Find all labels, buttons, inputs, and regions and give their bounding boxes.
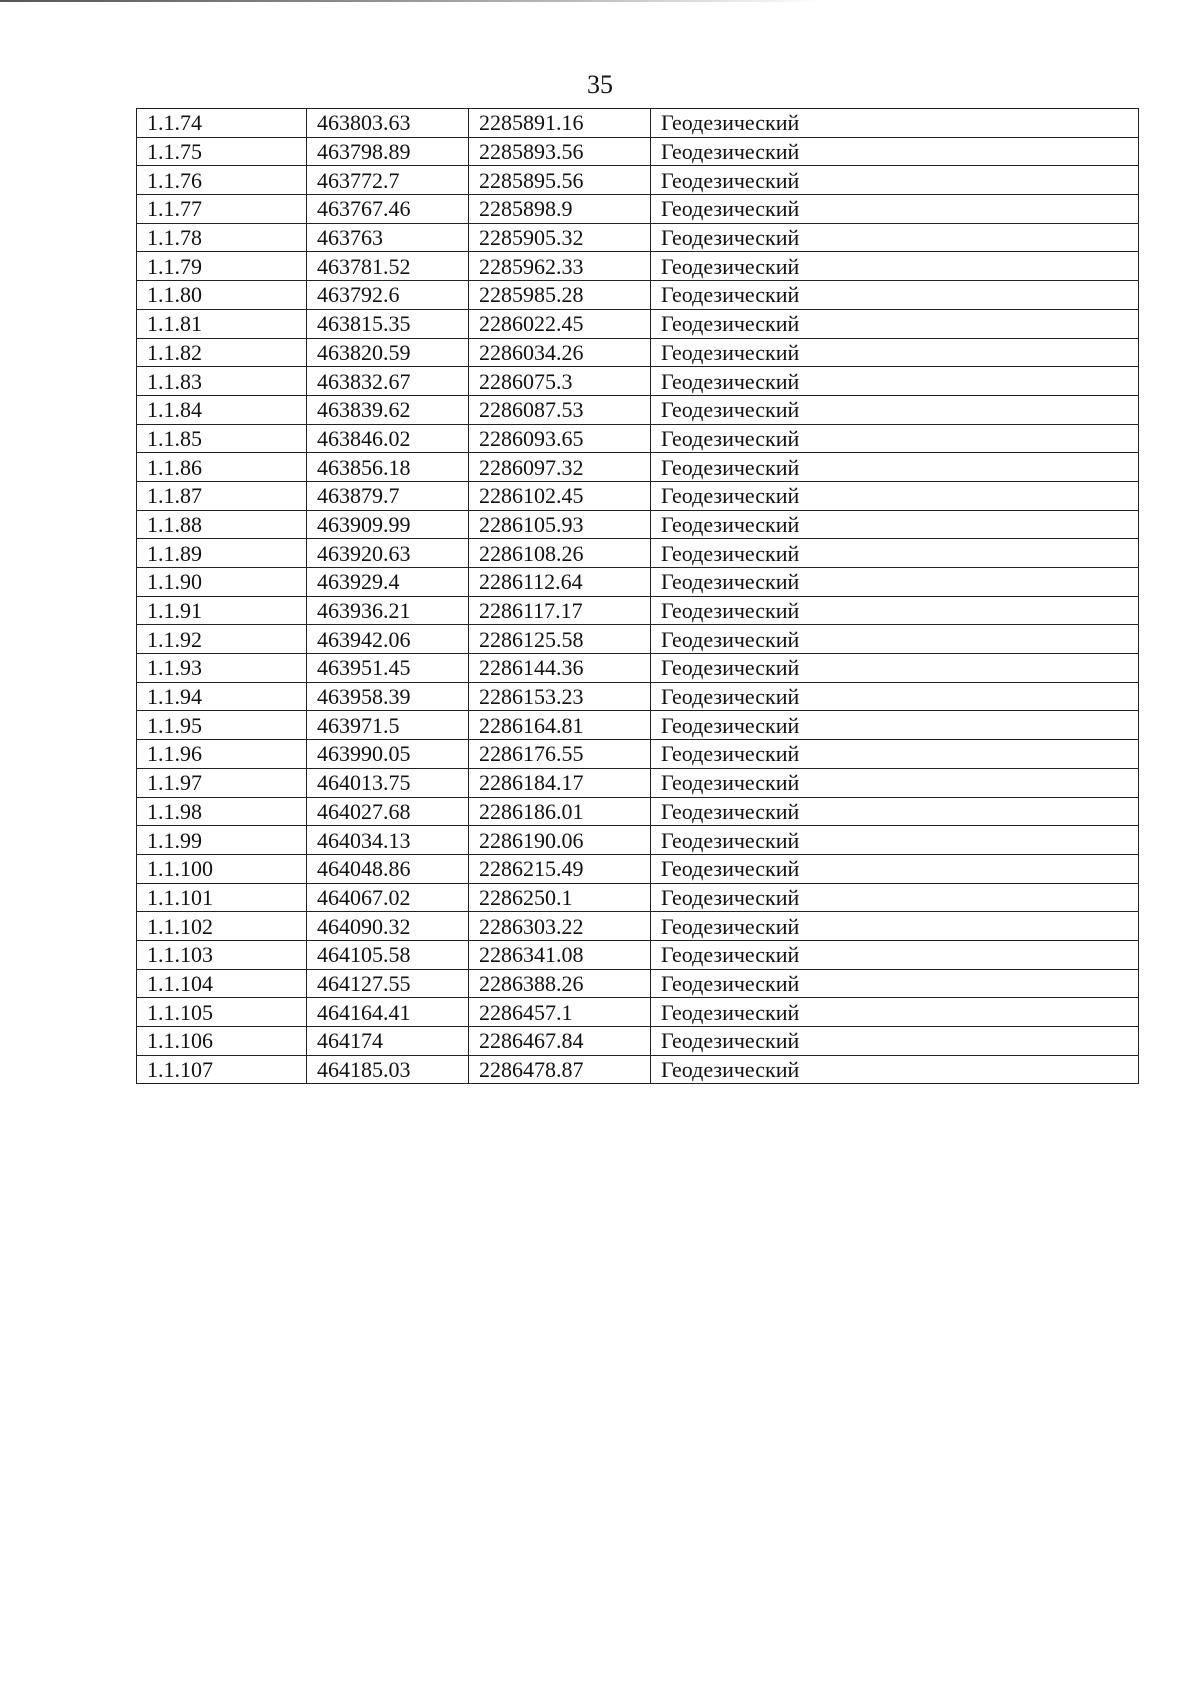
x-coordinate-cell: 463767.46	[307, 195, 469, 224]
y-coordinate-cell: 2286467.84	[469, 1027, 651, 1056]
x-coordinate-cell: 463958.39	[307, 682, 469, 711]
table-row	[137, 281, 1139, 310]
point-id-cell: 1.1.95	[137, 711, 307, 740]
point-id-cell: 1.1.96	[137, 740, 307, 769]
point-type-cell: Геодезический	[651, 912, 1139, 941]
point-id-cell: 1.1.78	[137, 223, 307, 252]
table-row	[137, 453, 1139, 482]
table-row	[137, 223, 1139, 252]
table-row	[137, 797, 1139, 826]
point-id-cell: 1.1.82	[137, 338, 307, 367]
x-coordinate-cell: 463920.63	[307, 539, 469, 568]
x-coordinate-cell: 464185.03	[307, 1055, 469, 1084]
point-type-cell: Геодезический	[651, 109, 1139, 138]
table-row	[137, 395, 1139, 424]
point-id-cell: 1.1.104	[137, 969, 307, 998]
x-coordinate-cell: 464174	[307, 1027, 469, 1056]
point-type-cell: Геодезический	[651, 854, 1139, 883]
x-coordinate-cell: 463772.7	[307, 166, 469, 195]
table-row	[137, 252, 1139, 281]
x-coordinate-cell: 463856.18	[307, 453, 469, 482]
point-type-cell: Геодезический	[651, 281, 1139, 310]
x-coordinate-cell: 463879.7	[307, 481, 469, 510]
x-coordinate-cell: 463781.52	[307, 252, 469, 281]
point-type-cell: Геодезический	[651, 596, 1139, 625]
point-id-cell: 1.1.98	[137, 797, 307, 826]
x-coordinate-cell: 464027.68	[307, 797, 469, 826]
table-row	[137, 912, 1139, 941]
point-id-cell: 1.1.94	[137, 682, 307, 711]
point-id-cell: 1.1.101	[137, 883, 307, 912]
point-id-cell: 1.1.80	[137, 281, 307, 310]
point-id-cell: 1.1.102	[137, 912, 307, 941]
point-id-cell: 1.1.100	[137, 854, 307, 883]
point-id-cell: 1.1.92	[137, 625, 307, 654]
point-id-cell: 1.1.99	[137, 826, 307, 855]
table-row	[137, 367, 1139, 396]
y-coordinate-cell: 2286341.08	[469, 940, 651, 969]
point-type-cell: Геодезический	[651, 195, 1139, 224]
x-coordinate-cell: 463909.99	[307, 510, 469, 539]
y-coordinate-cell: 2286176.55	[469, 740, 651, 769]
point-type-cell: Геодезический	[651, 367, 1139, 396]
table-row	[137, 596, 1139, 625]
table-row	[137, 854, 1139, 883]
y-coordinate-cell: 2286108.26	[469, 539, 651, 568]
point-id-cell: 1.1.88	[137, 510, 307, 539]
table-row	[137, 481, 1139, 510]
point-id-cell: 1.1.87	[137, 481, 307, 510]
point-type-cell: Геодезический	[651, 711, 1139, 740]
point-type-cell: Геодезический	[651, 1027, 1139, 1056]
x-coordinate-cell: 463846.02	[307, 424, 469, 453]
point-type-cell: Геодезический	[651, 453, 1139, 482]
table-row	[137, 338, 1139, 367]
y-coordinate-cell: 2286112.64	[469, 568, 651, 597]
table-row	[137, 682, 1139, 711]
table-row	[137, 568, 1139, 597]
y-coordinate-cell: 2285891.16	[469, 109, 651, 138]
point-type-cell: Геодезический	[651, 137, 1139, 166]
point-id-cell: 1.1.76	[137, 166, 307, 195]
y-coordinate-cell: 2286034.26	[469, 338, 651, 367]
y-coordinate-cell: 2286093.65	[469, 424, 651, 453]
table-row	[137, 998, 1139, 1027]
point-id-cell: 1.1.79	[137, 252, 307, 281]
point-type-cell: Геодезический	[651, 740, 1139, 769]
y-coordinate-cell: 2286117.17	[469, 596, 651, 625]
x-coordinate-cell: 463951.45	[307, 654, 469, 683]
x-coordinate-cell: 464034.13	[307, 826, 469, 855]
table-row	[137, 740, 1139, 769]
y-coordinate-cell: 2286087.53	[469, 395, 651, 424]
y-coordinate-cell: 2285895.56	[469, 166, 651, 195]
table-row	[137, 625, 1139, 654]
x-coordinate-cell: 464013.75	[307, 768, 469, 797]
table-row	[137, 109, 1139, 138]
y-coordinate-cell: 2286184.17	[469, 768, 651, 797]
y-coordinate-cell: 2286075.3	[469, 367, 651, 396]
point-id-cell: 1.1.75	[137, 137, 307, 166]
point-type-cell: Геодезический	[651, 940, 1139, 969]
x-coordinate-cell: 463803.63	[307, 109, 469, 138]
y-coordinate-cell: 2285962.33	[469, 252, 651, 281]
point-type-cell: Геодезический	[651, 969, 1139, 998]
coordinates-table	[136, 108, 1139, 1084]
x-coordinate-cell: 463942.06	[307, 625, 469, 654]
table-row	[137, 826, 1139, 855]
table-row	[137, 969, 1139, 998]
point-type-cell: Геодезический	[651, 309, 1139, 338]
table-row	[137, 940, 1139, 969]
table-row	[137, 309, 1139, 338]
x-coordinate-cell: 463815.35	[307, 309, 469, 338]
y-coordinate-cell: 2286144.36	[469, 654, 651, 683]
table-row	[137, 137, 1139, 166]
x-coordinate-cell: 463832.67	[307, 367, 469, 396]
y-coordinate-cell: 2285985.28	[469, 281, 651, 310]
x-coordinate-cell: 463798.89	[307, 137, 469, 166]
point-id-cell: 1.1.103	[137, 940, 307, 969]
y-coordinate-cell: 2286457.1	[469, 998, 651, 1027]
point-id-cell: 1.1.83	[137, 367, 307, 396]
table-row	[137, 1027, 1139, 1056]
table-row	[137, 195, 1139, 224]
coordinates-table-body	[137, 109, 1139, 1084]
x-coordinate-cell: 463929.4	[307, 568, 469, 597]
point-id-cell: 1.1.84	[137, 395, 307, 424]
x-coordinate-cell: 464090.32	[307, 912, 469, 941]
point-type-cell: Геодезический	[651, 625, 1139, 654]
point-type-cell: Геодезический	[651, 223, 1139, 252]
table-row	[137, 510, 1139, 539]
point-type-cell: Геодезический	[651, 539, 1139, 568]
y-coordinate-cell: 2286186.01	[469, 797, 651, 826]
y-coordinate-cell: 2286153.23	[469, 682, 651, 711]
point-id-cell: 1.1.77	[137, 195, 307, 224]
point-id-cell: 1.1.97	[137, 768, 307, 797]
y-coordinate-cell: 2285893.56	[469, 137, 651, 166]
point-type-cell: Геодезический	[651, 998, 1139, 1027]
y-coordinate-cell: 2285898.9	[469, 195, 651, 224]
y-coordinate-cell: 2286125.58	[469, 625, 651, 654]
point-type-cell: Геодезический	[651, 395, 1139, 424]
point-type-cell: Геодезический	[651, 883, 1139, 912]
x-coordinate-cell: 464048.86	[307, 854, 469, 883]
page-number: 35	[587, 70, 613, 99]
point-id-cell: 1.1.85	[137, 424, 307, 453]
point-id-cell: 1.1.81	[137, 309, 307, 338]
table-row	[137, 424, 1139, 453]
point-id-cell: 1.1.106	[137, 1027, 307, 1056]
point-type-cell: Геодезический	[651, 654, 1139, 683]
y-coordinate-cell: 2286105.93	[469, 510, 651, 539]
point-id-cell: 1.1.91	[137, 596, 307, 625]
y-coordinate-cell: 2286388.26	[469, 969, 651, 998]
table-row	[137, 166, 1139, 195]
point-type-cell: Геодезический	[651, 424, 1139, 453]
y-coordinate-cell: 2286022.45	[469, 309, 651, 338]
y-coordinate-cell: 2286097.32	[469, 453, 651, 482]
scan-edge-artifact	[0, 0, 820, 2]
x-coordinate-cell: 463971.5	[307, 711, 469, 740]
x-coordinate-cell: 463763	[307, 223, 469, 252]
point-id-cell: 1.1.86	[137, 453, 307, 482]
y-coordinate-cell: 2286478.87	[469, 1055, 651, 1084]
point-type-cell: Геодезический	[651, 510, 1139, 539]
point-type-cell: Геодезический	[651, 166, 1139, 195]
table-row	[137, 1055, 1139, 1084]
point-type-cell: Геодезический	[651, 768, 1139, 797]
y-coordinate-cell: 2285905.32	[469, 223, 651, 252]
table-row	[137, 883, 1139, 912]
point-type-cell: Геодезический	[651, 1055, 1139, 1084]
x-coordinate-cell: 463820.59	[307, 338, 469, 367]
point-type-cell: Геодезический	[651, 682, 1139, 711]
x-coordinate-cell: 464164.41	[307, 998, 469, 1027]
table-row	[137, 539, 1139, 568]
point-id-cell: 1.1.74	[137, 109, 307, 138]
y-coordinate-cell: 2286190.06	[469, 826, 651, 855]
point-type-cell: Геодезический	[651, 797, 1139, 826]
y-coordinate-cell: 2286250.1	[469, 883, 651, 912]
x-coordinate-cell: 464067.02	[307, 883, 469, 912]
x-coordinate-cell: 463936.21	[307, 596, 469, 625]
table-row	[137, 768, 1139, 797]
point-id-cell: 1.1.93	[137, 654, 307, 683]
point-type-cell: Геодезический	[651, 568, 1139, 597]
point-id-cell: 1.1.105	[137, 998, 307, 1027]
point-type-cell: Геодезический	[651, 481, 1139, 510]
point-id-cell: 1.1.90	[137, 568, 307, 597]
table-row	[137, 654, 1139, 683]
x-coordinate-cell: 463839.62	[307, 395, 469, 424]
y-coordinate-cell: 2286102.45	[469, 481, 651, 510]
x-coordinate-cell: 463792.6	[307, 281, 469, 310]
point-type-cell: Геодезический	[651, 826, 1139, 855]
point-type-cell: Геодезический	[651, 252, 1139, 281]
table-row	[137, 711, 1139, 740]
y-coordinate-cell: 2286303.22	[469, 912, 651, 941]
x-coordinate-cell: 464127.55	[307, 969, 469, 998]
y-coordinate-cell: 2286164.81	[469, 711, 651, 740]
y-coordinate-cell: 2286215.49	[469, 854, 651, 883]
point-id-cell: 1.1.107	[137, 1055, 307, 1084]
point-type-cell: Геодезический	[651, 338, 1139, 367]
point-id-cell: 1.1.89	[137, 539, 307, 568]
x-coordinate-cell: 463990.05	[307, 740, 469, 769]
x-coordinate-cell: 464105.58	[307, 940, 469, 969]
